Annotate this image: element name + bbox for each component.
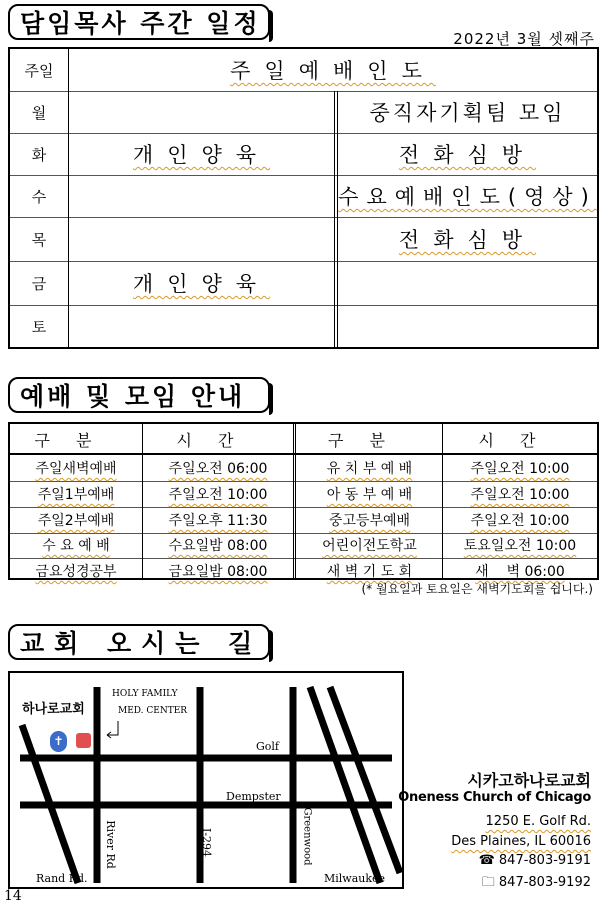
- church-name-en: Oneness Church of Chicago: [398, 790, 591, 805]
- church-name-ko: 시카고하나로교회: [467, 771, 591, 790]
- services-table: [8, 422, 599, 580]
- service-time: 주일오후 11:30: [168, 513, 268, 529]
- tue-left-event: 개인양육: [132, 143, 271, 167]
- church-address-2: Des Plaines, IL 60016: [451, 834, 591, 849]
- header-time-2: 시간: [478, 430, 562, 450]
- hospital-label-2: MED. CENTER: [118, 706, 188, 716]
- wed-right-event: 수요예배인도(영상): [338, 185, 597, 209]
- service-name: 유 치 부 예 배: [326, 461, 413, 477]
- folder-fax-icon: 🗀: [481, 875, 495, 890]
- service-name: 수 요 예 배: [42, 538, 110, 554]
- church-address-1: 1250 E. Golf Rd.: [485, 814, 591, 829]
- week-label: 2022년 3월 셋째주: [453, 30, 595, 48]
- service-time: 주일오전 10:00: [470, 461, 570, 477]
- service-time: 새 벽 06:00: [475, 564, 565, 580]
- road-label-river: River Rd: [103, 820, 117, 869]
- service-time: 주일오전 10:00: [470, 487, 570, 503]
- hospital-icon: [76, 733, 91, 748]
- hospital-label-1: HOLY FAMILY: [112, 689, 178, 699]
- day-label-sun: 주일: [24, 61, 54, 80]
- arrow-icon: [107, 721, 118, 735]
- header-category-2: 구분: [328, 430, 411, 450]
- phone-icon: ☎: [478, 853, 495, 868]
- thu-right-event: 전화심방: [398, 228, 537, 252]
- service-name: 금요성경공부: [35, 564, 117, 580]
- service-name: 아 동 부 예 배: [326, 487, 413, 503]
- services-title: 예배 및 모임 안내: [8, 377, 270, 413]
- service-name: 새 벽 기 도 회: [326, 564, 413, 580]
- road-label-dempster: Dempster: [226, 790, 281, 803]
- service-name: 중고등부예배: [328, 513, 411, 529]
- church-fax: 847-803-9192: [498, 875, 591, 890]
- service-time: 주일오전 10:00: [470, 513, 570, 529]
- day-label-sat: 토: [31, 317, 47, 336]
- service-time: 수요일밤 08:00: [168, 538, 268, 554]
- schedule-table: [8, 47, 599, 349]
- service-time: 금요일밤 08:00: [168, 564, 268, 580]
- mon-right-event: 중직자기획팀 모임: [369, 101, 566, 125]
- directions-title: 교회 오시는 길: [8, 624, 270, 660]
- page-number: 14: [4, 888, 22, 904]
- day-label-tue: 화: [31, 145, 47, 164]
- service-name: 주일새벽예배: [35, 461, 117, 477]
- church-phone: 847-803-9191: [498, 853, 591, 868]
- directions-map: [8, 671, 404, 889]
- road-label-milwaukee: Milwaukee: [324, 872, 386, 885]
- service-name: 주일2부예배: [37, 513, 115, 529]
- header-category-1: 구분: [34, 430, 118, 450]
- fri-left-event: 개인양육: [132, 272, 271, 296]
- church-fax-row: [482, 873, 591, 895]
- day-label-fri: 금: [31, 274, 47, 293]
- church-map-label: 하나로교회: [22, 702, 85, 717]
- service-time: 토요일오전 10:00: [463, 538, 577, 554]
- service-name: 어린이전도학교: [322, 538, 417, 554]
- road-label-golf: Golf: [256, 740, 279, 753]
- road-label-greenwood: Greenwood: [301, 807, 313, 866]
- road-label-rand: Rand Rd.: [36, 872, 88, 885]
- day-label-wed: 수: [31, 187, 47, 206]
- schedule-title: 담임목사 주간 일정: [8, 4, 270, 40]
- services-note: (* 월요일과 토요일은 새벽기도회를 쉽니다.): [361, 582, 593, 596]
- road-label-i294: I-294: [200, 827, 214, 858]
- tue-right-event: 전화심방: [398, 143, 537, 167]
- service-time: 주일오전 10:00: [168, 487, 268, 503]
- day-label-thu: 목: [31, 230, 47, 249]
- service-name: 주일1부예배: [37, 487, 115, 503]
- church-phone-row: [479, 853, 591, 868]
- sunday-event: 주일예배인도: [230, 59, 436, 83]
- service-time: 주일오전 06:00: [168, 461, 268, 477]
- day-label-mon: 월: [31, 103, 47, 122]
- header-time-1: 시간: [176, 430, 260, 450]
- church-icon: ✝: [50, 731, 67, 752]
